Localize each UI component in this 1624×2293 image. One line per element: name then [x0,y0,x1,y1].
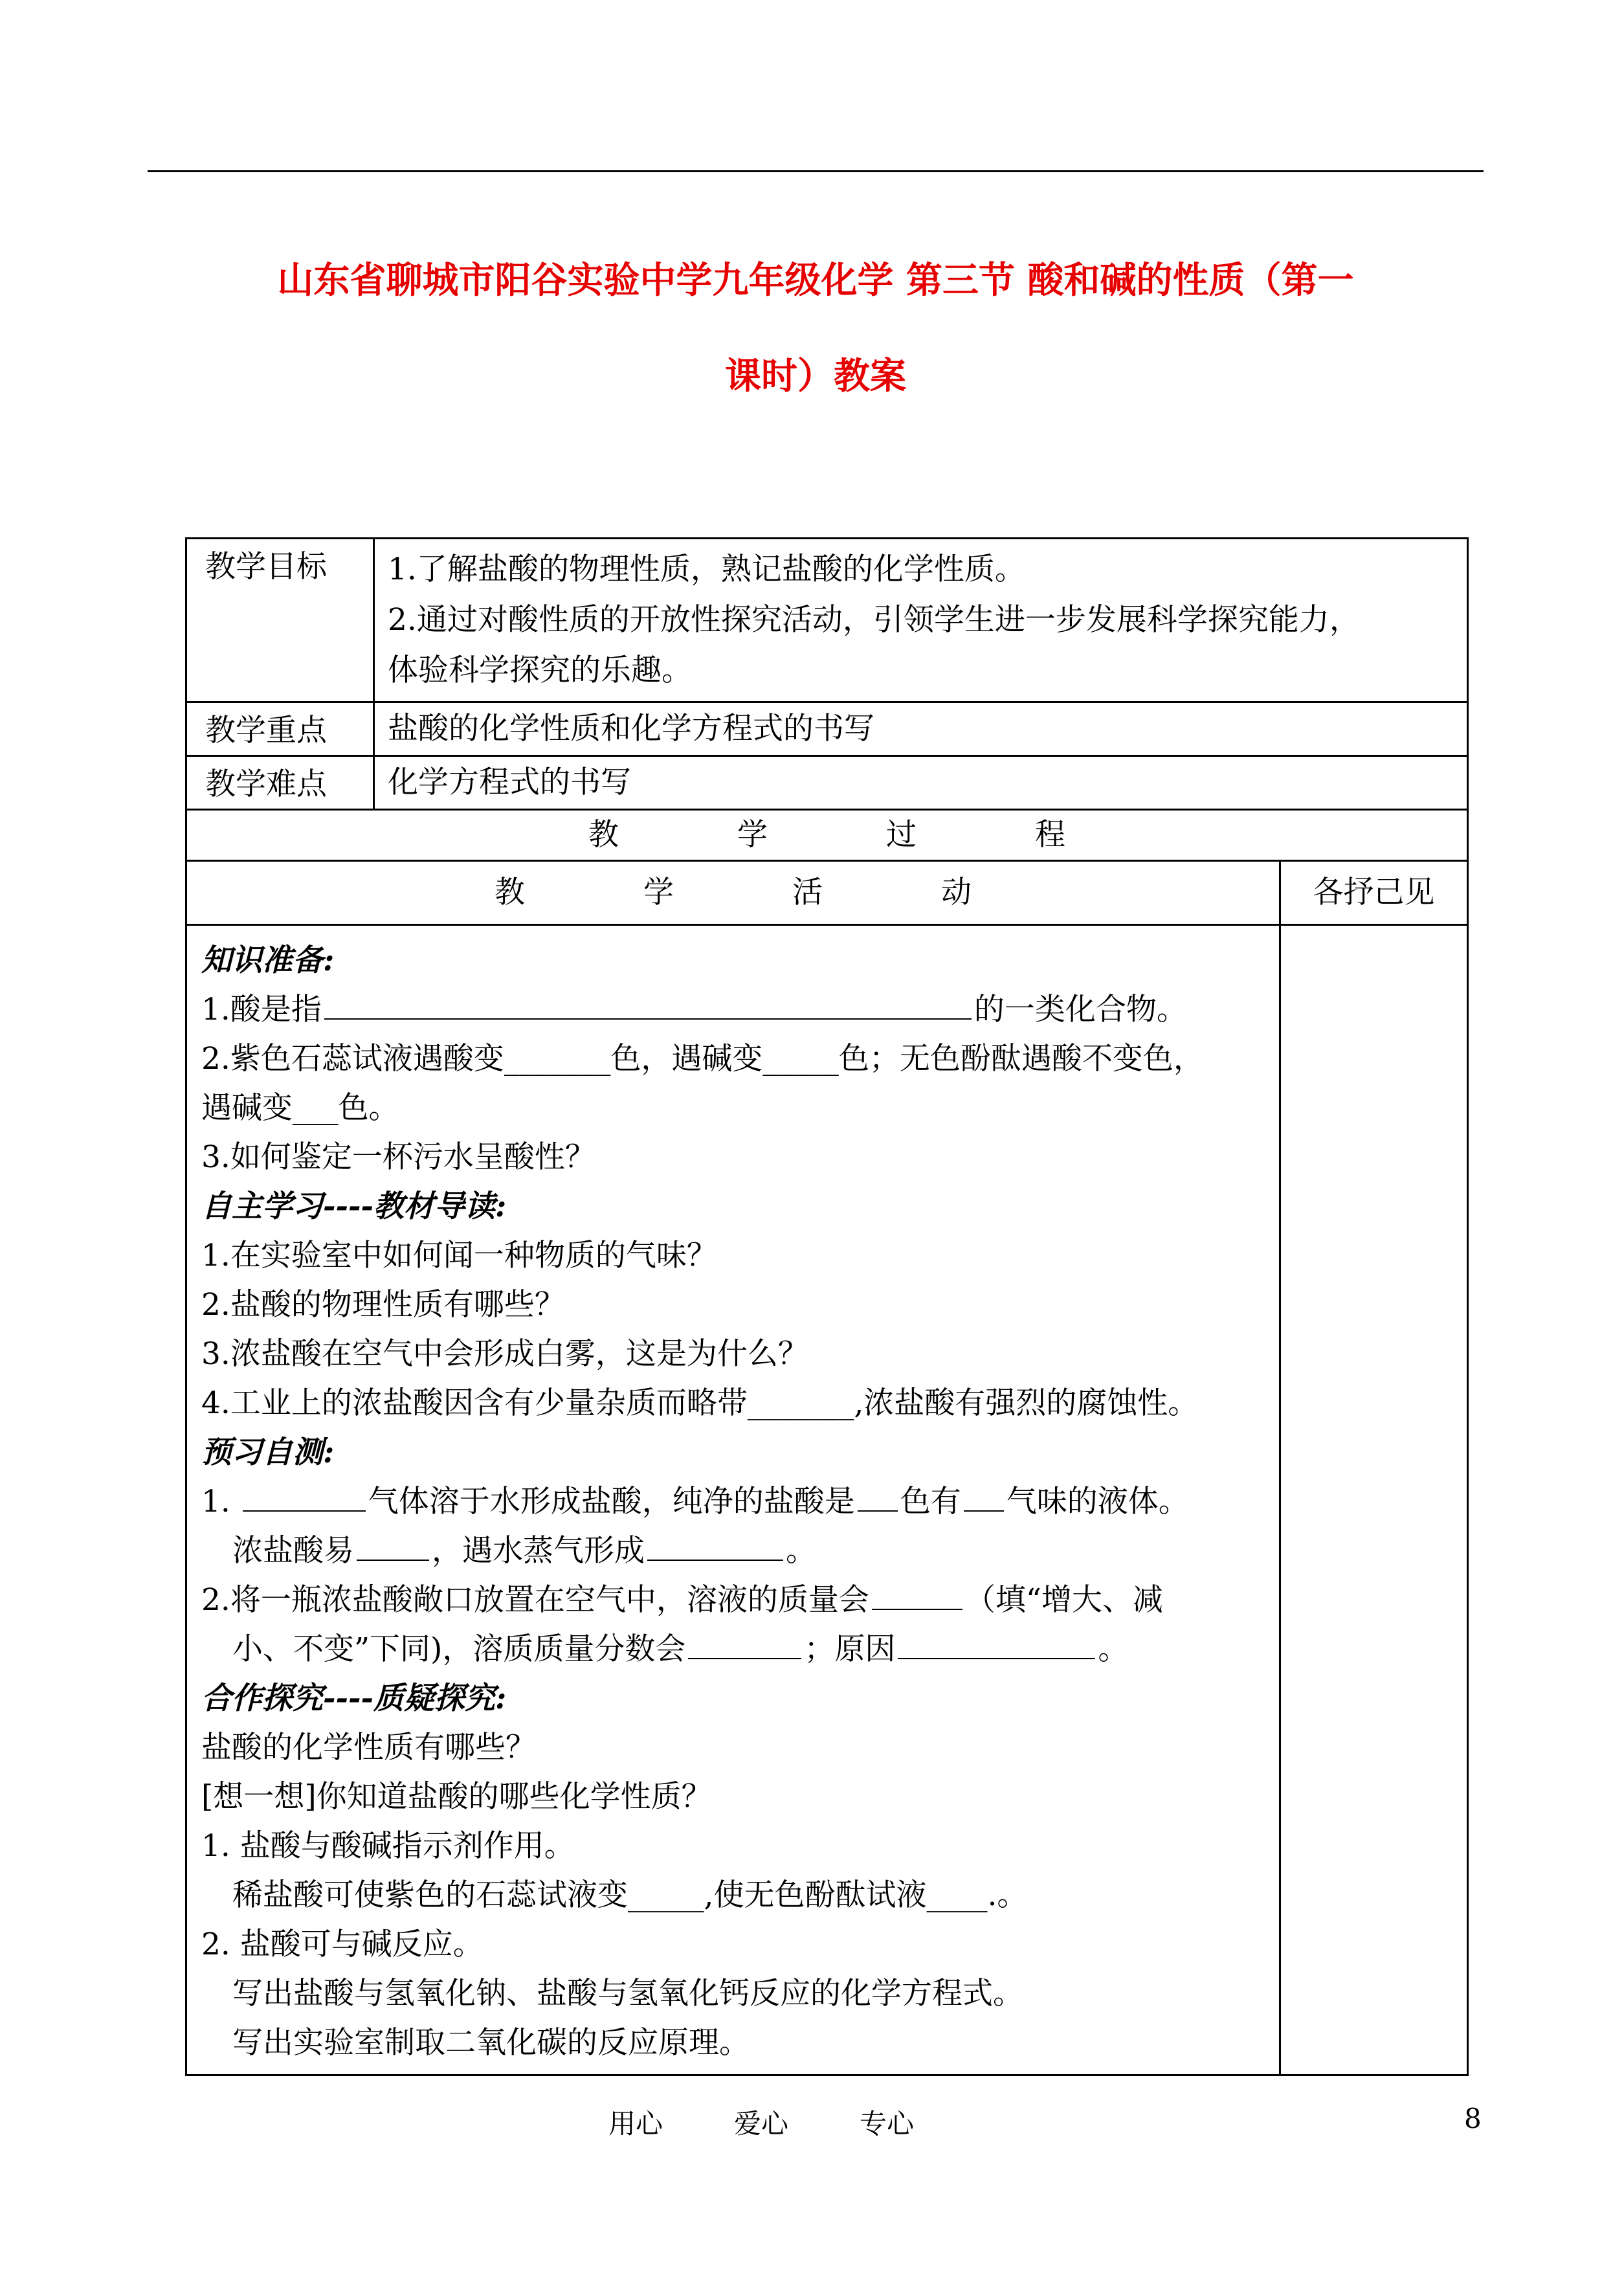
page-number: 8 [1464,2103,1482,2134]
activity-char-1: 教 [495,875,525,910]
activity-char-4: 动 [941,875,972,910]
inquiry-item-2: 2. 盐酸可与碱反应。 [201,1927,484,1962]
motto-3: 专心 [860,2108,915,2140]
blank-line [647,1528,783,1561]
blank-line [243,1479,366,1512]
activity-char-2: 学 [643,875,674,910]
goal-label: 教学目标 [186,539,374,702]
activity-content [186,925,1280,2075]
blank-line [688,1627,801,1659]
goal-row [186,539,1468,702]
study-q3: 3.浓盐酸在空气中会形成白雾，这是为什么？ [201,1336,808,1372]
test-q2: 2.将一瓶浓盐酸敞口放置在空气中，溶液的质量会 （填“增大、减 [201,1576,1273,1625]
inquiry-item-2-detail-2: 写出实验室制取二氧化碳的反应原理。 [232,2025,750,2061]
goal-item-2: 2.通过对酸性质的开放性探究活动，引领学生进一步发展科学探究能力， [388,602,1360,638]
blank-line [324,987,972,1020]
blank-line [357,1528,429,1561]
header-rule [148,170,1484,172]
motto-2: 爱心 [734,2108,789,2140]
test-q1: 1. 气体溶于水形成盐酸，纯净的盐酸是 色有 气味的液体。 [201,1477,1273,1527]
blank-line [898,1627,1095,1659]
test-q1-cont: 浓盐酸易 ，遇水蒸气形成 。 [201,1527,1273,1576]
prep-q2-cont: 遇碱变___色。 [201,1090,399,1126]
inquiry-think: [想一想]你知道盐酸的哪些化学性质？ [201,1779,712,1815]
inquiry-item-1: 1. 盐酸与酸碱指示剂作用。 [201,1828,575,1864]
blank-line [964,1479,1004,1512]
goal-item-1: 1.了解盐酸的物理性质，熟记盐酸的化学性质。 [388,552,1025,587]
document-title [148,233,1484,425]
title-line-1: 山东省聊城市阳谷实验中学九年级化学 第三节 酸和碱的性质（第一 [277,260,1354,302]
process-header [186,810,1468,861]
side-comments-cell [1280,925,1468,2075]
inquiry-item-1-detail: 稀盐酸可使紫色的石蕊试液变_____,使无色酚酞试液____.。 [232,1877,1028,1913]
prep-q2: 2.紫色石蕊试液遇酸变_______色，遇碱变_____色；无色酚酞遇酸不变色， [201,1041,1204,1077]
process-header-row [186,810,1468,861]
process-char-2: 学 [737,817,768,853]
key-point-row [186,702,1468,756]
study-q4: 4.工业上的浓盐酸因含有少量杂质而略带_______,浓盐酸有强烈的腐蚀性。 [201,1385,1199,1421]
section-knowledge-prep: 知识准备: [201,943,335,978]
test-q2-cont: 小、不变”下同)，溶质质量分数会 ；原因 。 [201,1625,1273,1674]
motto-1: 用心 [608,2108,663,2140]
inquiry-item-2-detail: 写出盐酸与氢氧化钠、盐酸与氢氧化钙反应的化学方程式。 [232,1976,1023,2011]
section-self-study: 自主学习----教材导读: [201,1189,507,1224]
prep-q1: 1.酸是指 的一类化合物。 [201,985,1273,1035]
inquiry-question: 盐酸的化学性质有哪些？ [201,1730,536,1765]
side-comments-header: 各抒己见 [1280,861,1468,925]
activity-char-3: 活 [792,875,823,910]
activity-header [186,861,1280,925]
section-self-test: 预习自测: [201,1435,335,1470]
difficulty-content: 化学方程式的书写 [374,756,1468,810]
title-line-2: 课时）教案 [725,355,906,397]
activity-body-row [186,925,1468,2075]
prep-q3: 3.如何鉴定一杯污水呈酸性？ [201,1139,595,1175]
blank-line [858,1479,898,1512]
goal-content [374,539,1468,702]
footer-motto [608,2103,914,2142]
blank-line [872,1578,962,1610]
key-point-label: 教学重点 [186,702,374,756]
key-point-content: 盐酸的化学性质和化学方程式的书写 [374,702,1468,756]
lesson-plan-table [185,537,1469,2076]
process-char-4: 程 [1035,817,1065,853]
difficulty-label: 教学难点 [186,756,374,810]
study-q2: 2.盐酸的物理性质有哪些？ [201,1287,565,1323]
section-cooperative-inquiry: 合作探究----质疑探究: [201,1681,507,1716]
study-q1: 1.在实验室中如何闻一种物质的气味？ [201,1238,717,1273]
goal-item-2-cont: 体验科学探究的乐趣。 [388,653,692,688]
activity-header-row [186,861,1468,925]
difficulty-row [186,756,1468,810]
process-char-1: 教 [588,817,619,853]
process-char-3: 过 [886,817,917,853]
